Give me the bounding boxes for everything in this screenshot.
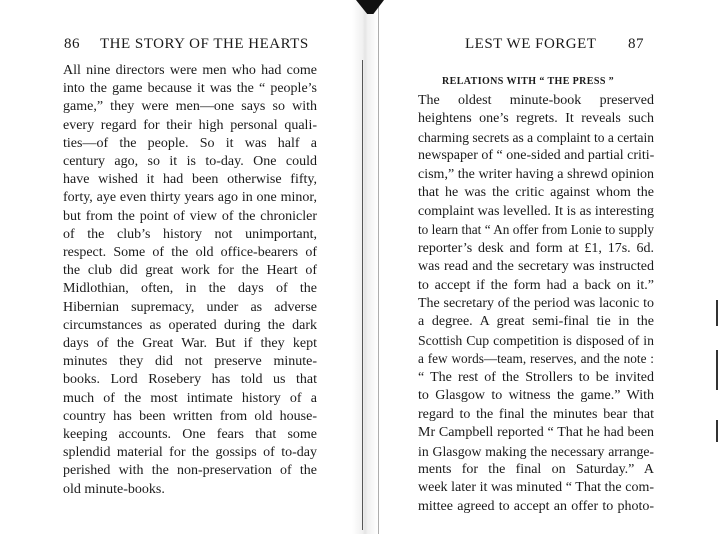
text-line: reporter’s desk and form at £1, 17s. 6d.	[418, 240, 654, 256]
text-line: every regard for their high personal quali-	[63, 117, 317, 133]
text-line: to accept if the form had a back on it.”	[418, 277, 654, 293]
text-line: splendid material for the gossips of to-day	[63, 445, 317, 461]
spine-line	[362, 60, 363, 530]
text-line: to Glasgow to witness the game.” With	[418, 388, 654, 404]
text-line: much of the most intimate history of a	[63, 390, 317, 406]
text-line: “ The rest of the Strollers to be invited	[418, 369, 654, 385]
text-line: century ago, so it is to-day. One could	[63, 154, 317, 169]
text-line: country has been written from old house-	[63, 408, 317, 424]
right-page-number: 87	[628, 36, 644, 52]
text-line: Midlothian, often, in the days of the	[63, 281, 317, 297]
page-edge-mark	[716, 350, 718, 390]
page-edge-mark	[716, 420, 718, 442]
text-line: newspaper of “ one-sided and partial criti-	[418, 148, 655, 164]
text-line: keeping accounts. One fears that some	[63, 427, 317, 442]
section-subheading: RELATIONS WITH “ THE PRESS ”	[442, 76, 615, 87]
gutter-shadow	[352, 0, 378, 534]
text-line: old minute-books.	[63, 481, 165, 497]
text-line: The oldest minute-book preserved	[418, 93, 654, 108]
text-line: cism,” the writer having a shrewd opinion	[418, 166, 654, 182]
text-line: Mr Campbell reported “ That he had been	[418, 425, 654, 441]
text-line: was read and the secretary was instructed	[418, 259, 654, 275]
text-line: ments for the final on Saturday.” A	[418, 462, 654, 477]
text-line: a few words—team, reserves, and the note :	[418, 351, 654, 367]
text-line: a degree. A great semi-final tie in the	[418, 314, 654, 330]
text-line: have wished it had been otherwise fifty,	[63, 172, 317, 188]
text-line: All nine directors were men who had come	[63, 63, 317, 78]
text-line: ties—of the people. So it was half a	[63, 135, 317, 151]
text-line: days of the Great War. But if they kept	[63, 336, 317, 351]
text-line: The secretary of the period was laconic to	[418, 295, 654, 311]
text-line: regard to the final the minutes bear that	[418, 406, 654, 422]
text-line: forty, aye even thirty years ago in one minor,	[63, 190, 317, 206]
text-line: to learn that “ An offer from Lonie to supply	[418, 222, 654, 238]
right-running-head: LEST WE FORGET	[465, 36, 597, 52]
text-line: circumstances as operated during the dark	[63, 317, 317, 333]
text-line: the club did great work for the Heart of	[63, 263, 317, 279]
page-edge-line	[378, 0, 379, 534]
text-line: in Glasgow making the necessary arrange-	[418, 443, 654, 459]
text-line: of the club’s history not unimportant,	[63, 226, 317, 242]
text-line: that he was the critic against whom the	[418, 185, 654, 201]
text-line: into the game because it was the “ people’s	[63, 81, 317, 97]
text-line: books. Lord Rosebery has told us that	[63, 372, 317, 388]
text-line: Scottish Cup competition is disposed of in	[418, 332, 654, 348]
text-line: respect. Some of the old office-bearers of	[63, 245, 317, 260]
text-line: heightens one’s regrets. It reveals such	[418, 111, 654, 127]
text-line: game,” they were men—one says so with	[63, 99, 317, 115]
text-line: but from the point of view of the chronicler	[63, 208, 317, 224]
text-line: minutes they did not preserve minute-	[63, 354, 317, 370]
text-line: week later it was minuted “ That the com-	[418, 480, 654, 496]
text-line: charming secrets as a complaint to a certain	[418, 129, 654, 145]
text-line: mittee agreed to accept an offer to photo-	[418, 498, 654, 514]
left-page-number: 86	[64, 36, 80, 52]
text-line: complaint was levelled. It is as interesting	[418, 203, 654, 219]
left-running-head: THE STORY OF THE HEARTS	[100, 36, 309, 52]
text-line: Hibernian supremacy, under as adverse	[63, 299, 317, 315]
text-line: perished with the non-preservation of the	[63, 463, 317, 479]
page-edge-mark	[716, 300, 718, 326]
